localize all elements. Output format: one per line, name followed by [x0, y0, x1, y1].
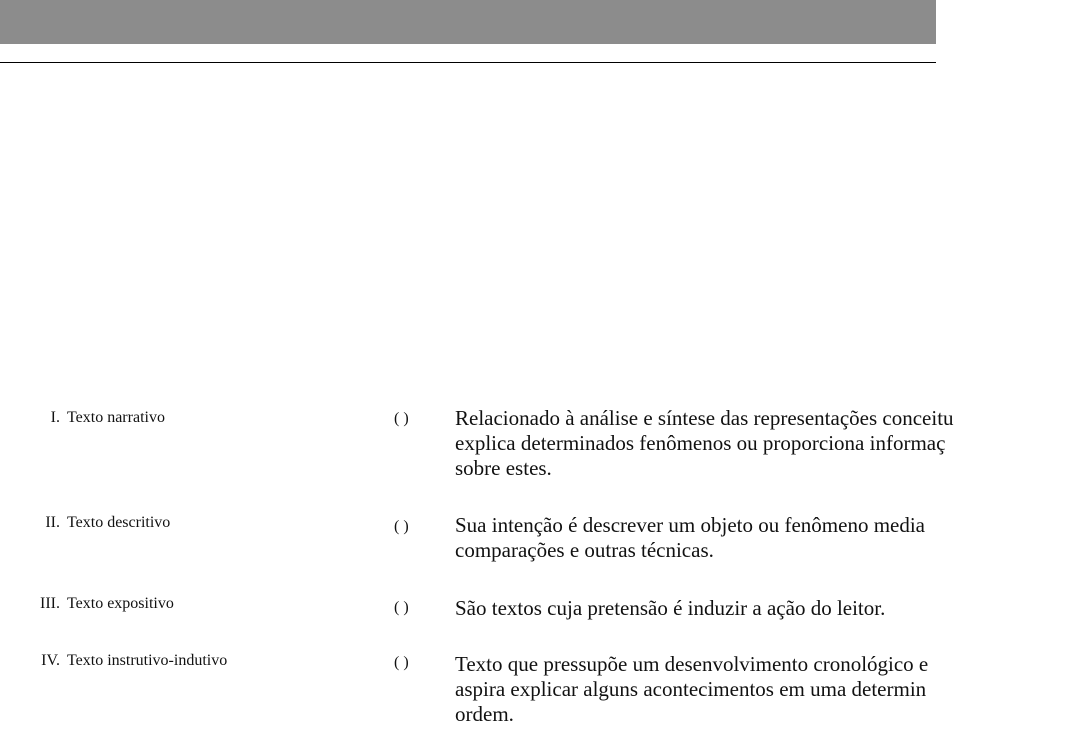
item-label: Texto instrutivo-indutivo [67, 652, 228, 669]
header-rule [0, 62, 936, 63]
item-numeral: III. [40, 595, 60, 612]
statement-line: Texto que pressupõe um desenvolvimento cronológico e [455, 652, 929, 676]
item-label: Texto descritivo [67, 514, 171, 531]
item-label: Texto narrativo [67, 409, 165, 426]
statement-line: sobre estes. [455, 456, 552, 480]
statement-text [455, 513, 1080, 563]
item-numeral: I. [50, 409, 60, 426]
text-type-item [0, 409, 165, 427]
text-type-item [0, 652, 227, 670]
header-band [0, 0, 936, 44]
answer-blank[interactable]: ( ) [394, 599, 409, 616]
item-numeral: II. [45, 514, 60, 531]
statement-text [455, 406, 1080, 481]
statement-line: Relacionado à análise e síntese das representações conceitu [455, 406, 954, 430]
statement-text [455, 652, 1080, 727]
answer-blank[interactable]: ( ) [394, 654, 409, 671]
item-label: Texto expositivo [67, 595, 174, 612]
statement-line: Sua intenção é descrever um objeto ou fenômeno media [455, 513, 925, 537]
answer-blank[interactable]: ( ) [394, 410, 409, 427]
statement-line: ordem. [455, 702, 514, 726]
answer-blank[interactable]: ( ) [394, 518, 409, 535]
item-numeral: IV. [41, 652, 60, 669]
statement-text [455, 596, 1080, 621]
text-type-item [0, 595, 174, 613]
statement-line: explica determinados fenômenos ou proporciona informaç [455, 431, 946, 455]
statement-line: São textos cuja pretensão é induzir a ação do leitor. [455, 596, 886, 620]
text-type-item [0, 514, 170, 532]
statement-line: aspira explicar alguns acontecimentos em uma determin [455, 677, 927, 701]
statement-line: comparações e outras técnicas. [455, 538, 714, 562]
